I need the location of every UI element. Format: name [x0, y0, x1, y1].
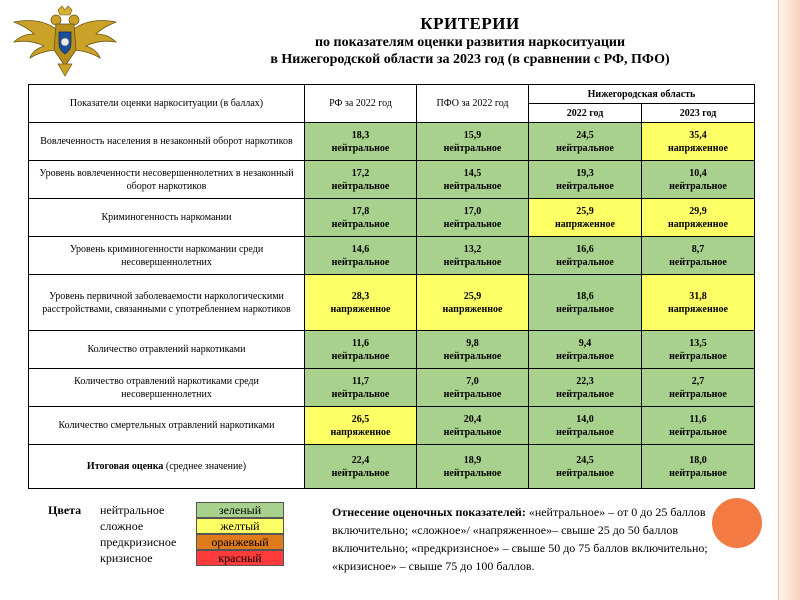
cell-status: напряженное: [668, 303, 728, 315]
cell-value: 28,3: [351, 290, 370, 302]
value-cell: [642, 369, 755, 407]
decorative-side-bar: [778, 0, 800, 600]
indicator-name: Вовлеченность населения в незаконный оборот наркотиков: [29, 123, 305, 161]
cell-status: нейтральное: [669, 256, 727, 268]
legend-heading: Цвета: [48, 503, 82, 517]
cell-value: 13,5: [689, 337, 707, 349]
value-cell: [305, 407, 417, 445]
cell-value: 25,9: [576, 205, 594, 217]
value-cell: [529, 161, 642, 199]
table-row: [29, 369, 755, 407]
cell-value: 26,5: [351, 413, 370, 425]
table-row: [29, 331, 755, 369]
cell-value: 22,4: [351, 454, 370, 466]
cell-status: нейтральное: [443, 350, 502, 362]
value-cell: [642, 275, 755, 331]
value-cell: [417, 275, 529, 331]
cell-status: нейтральное: [556, 180, 614, 192]
header-year-2022: 2022 год: [529, 104, 642, 123]
cell-status: нейтральное: [556, 388, 614, 400]
cell-value: 14,0: [576, 413, 594, 425]
cell-status: нейтральное: [556, 426, 614, 438]
cell-status: нейтральное: [443, 142, 502, 154]
value-cell: [642, 199, 755, 237]
scoring-note: [332, 503, 712, 575]
cell-status: нейтральное: [669, 350, 727, 362]
cell-status: нейтральное: [556, 467, 614, 479]
legend-item-name: сложное: [100, 519, 144, 533]
cell-status: нейтральное: [556, 256, 614, 268]
header-indicator: Показатели оценки наркоситуации (в баллах): [29, 85, 305, 123]
cell-value: 31,8: [689, 290, 707, 302]
cell-status: напряженное: [330, 303, 391, 315]
value-cell: [529, 199, 642, 237]
cell-value: 18,9: [463, 454, 482, 466]
cell-value: 35,4: [689, 129, 707, 141]
indicator-name: Количество смертельных отравлений наркотиками: [29, 407, 305, 445]
cell-status: нейтральное: [331, 467, 390, 479]
decorative-orange-circle: [712, 498, 762, 548]
cell-status: нейтральное: [669, 388, 727, 400]
cell-status: нейтральное: [331, 142, 390, 154]
legend-item-name: кризисное: [100, 551, 153, 565]
value-cell: [642, 123, 755, 161]
cell-value: 22,3: [576, 375, 594, 387]
cell-value: 14,5: [463, 167, 482, 179]
cell-status: нейтральное: [556, 303, 614, 315]
cell-status: нейтральное: [669, 467, 727, 479]
cell-value: 29,9: [689, 205, 707, 217]
total-cell: [642, 445, 755, 489]
value-cell: [642, 237, 755, 275]
cell-status: нейтральное: [331, 180, 390, 192]
value-cell: [417, 369, 529, 407]
table-row: [29, 161, 755, 199]
value-cell: [417, 199, 529, 237]
cell-value: 7,0: [466, 375, 479, 387]
cell-status: нейтральное: [669, 180, 727, 192]
total-name-rest: (среднее значение): [163, 461, 247, 472]
cell-status: нейтральное: [443, 388, 502, 400]
cell-status: напряженное: [330, 426, 391, 438]
total-name-bold: Итоговая оценка: [86, 461, 164, 472]
header-pfo: ПФО за 2022 год: [417, 85, 529, 123]
legend-color-swatch: желтый: [196, 518, 284, 534]
value-cell: [417, 407, 529, 445]
value-cell: [305, 275, 417, 331]
cell-status: нейтральное: [443, 218, 502, 230]
table-row: [29, 123, 755, 161]
value-cell: [529, 369, 642, 407]
cell-value: 20,4: [463, 413, 482, 425]
total-cell: [529, 445, 642, 489]
cell-value: 17,8: [351, 205, 370, 217]
cell-value: 14,6: [351, 243, 370, 255]
cell-status: нейтральное: [443, 180, 502, 192]
cell-value: 9,8: [466, 337, 479, 349]
value-cell: [305, 237, 417, 275]
legend-color-swatch: зеленый: [196, 502, 284, 518]
cell-value: 16,6: [576, 243, 594, 255]
value-cell: [529, 275, 642, 331]
double-headed-eagle-emblem-icon: [10, 4, 120, 78]
indicator-name: Уровень первичной заболеваемости наркологическими расстройствами, связанными с употреблением наркотиков: [29, 275, 305, 331]
cell-value: 9,4: [578, 337, 592, 349]
indicator-name: Количество отравлений наркотиками среди несовершеннолетних: [29, 369, 305, 407]
cell-value: 18,3: [351, 129, 370, 141]
cell-status: нейтральное: [331, 218, 390, 230]
cell-value: 24,5: [576, 454, 594, 466]
cell-status: нейтральное: [556, 142, 614, 154]
total-cell: [417, 445, 529, 489]
cell-value: 24,5: [576, 129, 594, 141]
cell-status: нейтральное: [443, 467, 502, 479]
page-title: КРИТЕРИИ: [420, 14, 520, 33]
table-row: [29, 199, 755, 237]
cell-status: нейтральное: [556, 350, 614, 362]
value-cell: [305, 369, 417, 407]
page-subtitle-line-2: в Нижегородской области за 2023 год (в сравнении с РФ, ПФО): [270, 52, 670, 67]
value-cell: [529, 407, 642, 445]
cell-status: нейтральное: [331, 388, 390, 400]
cell-status: нейтральное: [331, 350, 390, 362]
value-cell: [529, 331, 642, 369]
value-cell: [305, 199, 417, 237]
cell-status: нейтральное: [669, 426, 727, 438]
header-region: Нижегородская область: [529, 85, 755, 104]
cell-value: 18,6: [576, 290, 594, 302]
table-row: [29, 275, 755, 331]
value-cell: [305, 331, 417, 369]
criteria-table: [28, 84, 755, 489]
cell-status: напряженное: [442, 303, 503, 315]
value-cell: [642, 407, 755, 445]
indicator-name: Уровень вовлеченности несовершеннолетних в незаконный оборот наркотиков: [29, 161, 305, 199]
legend-color-swatch: красный: [196, 550, 284, 566]
value-cell: [305, 161, 417, 199]
cell-value: 11,6: [689, 413, 707, 425]
page-subtitle-line-1: по показателям оценки развития наркоситуации: [314, 35, 626, 50]
legend-color-swatch: оранжевый: [196, 534, 284, 550]
cell-value: 15,9: [463, 129, 482, 141]
cell-value: 8,7: [691, 243, 705, 255]
cell-value: 17,0: [463, 205, 482, 217]
total-row: [29, 445, 755, 489]
value-cell: [529, 237, 642, 275]
cell-status: напряженное: [555, 218, 615, 230]
cell-value: 25,9: [463, 290, 482, 302]
cell-value: 18,0: [689, 454, 707, 466]
total-cell: [305, 445, 417, 489]
legend-item-name: предкризисное: [100, 535, 177, 549]
cell-value: 11,7: [352, 375, 369, 387]
total-name: [29, 445, 305, 489]
legend-item-name: нейтральное: [100, 503, 165, 517]
indicator-name: Уровень криминогенности наркомании среди несовершеннолетних: [29, 237, 305, 275]
title-block: [150, 14, 790, 68]
value-cell: [417, 161, 529, 199]
value-cell: [417, 331, 529, 369]
cell-status: нейтральное: [331, 256, 390, 268]
header-rf: РФ за 2022 год: [305, 85, 417, 123]
value-cell: [642, 331, 755, 369]
cell-status: напряженное: [668, 142, 728, 154]
scoring-note-title: Отнесение оценочных показателей:: [332, 505, 526, 519]
table-row: [29, 237, 755, 275]
table-row: [29, 407, 755, 445]
cell-status: напряженное: [668, 218, 728, 230]
cell-value: 10,4: [689, 167, 707, 179]
value-cell: [529, 123, 642, 161]
cell-value: 11,6: [352, 337, 369, 349]
cell-value: 13,2: [463, 243, 482, 255]
cell-status: нейтральное: [443, 256, 502, 268]
cell-value: 17,2: [351, 167, 370, 179]
value-cell: [417, 123, 529, 161]
cell-status: нейтральное: [443, 426, 502, 438]
cell-value: 2,7: [691, 375, 705, 387]
header-year-2023: 2023 год: [642, 104, 755, 123]
cell-value: 19,3: [576, 167, 594, 179]
value-cell: [417, 237, 529, 275]
scoring-note-text: «нейтральное» – от 0 до 25 баллов включительно; «сложное»/ «напряженное»– свыше 25 до 50 баллов включительно; «предкризисное» – свыше 50 до 75 баллов включительно; «кризисное» – свыше 75 до 100 баллов.: [332, 505, 708, 573]
indicator-name: Криминогенность наркомании: [29, 199, 305, 237]
value-cell: [642, 161, 755, 199]
value-cell: [305, 123, 417, 161]
indicator-name: Количество отравлений наркотиками: [29, 331, 305, 369]
